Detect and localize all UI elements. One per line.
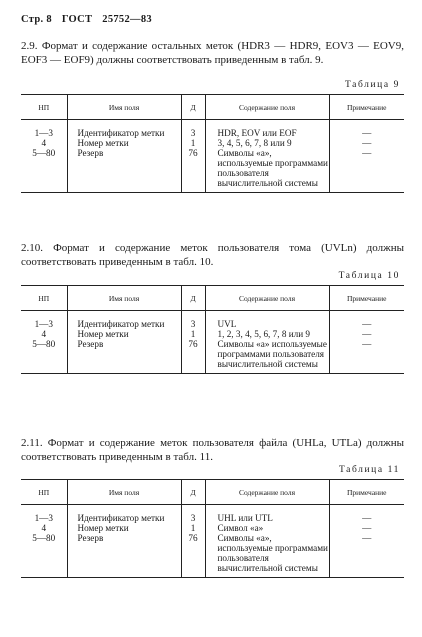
cell-np: 1—3 bbox=[34, 319, 53, 329]
table-10-caption: Таблица 10 bbox=[338, 271, 400, 281]
cell-name: Номер метки bbox=[67, 329, 181, 339]
cell-content: Символы «а», используемые программами пользователя вычислительной системы bbox=[205, 148, 329, 188]
col-note: Примечание bbox=[329, 480, 404, 505]
table-row bbox=[21, 513, 404, 523]
cell-note: — bbox=[329, 339, 404, 369]
table-header-row bbox=[21, 480, 404, 505]
table-row bbox=[21, 533, 404, 573]
cell-note: — bbox=[329, 523, 404, 533]
table-9-caption: Таблица 9 bbox=[344, 80, 400, 90]
table-header-row bbox=[21, 286, 404, 311]
col-content: Содержание поля bbox=[205, 480, 329, 505]
paragraph-2-9: 2.9. Формат и содержание остальных меток (HDR3 — HDR9, EOV3 — EOV9, EOF3 — EOF9) должны соответствовать приведенным в табл. 9. bbox=[21, 40, 404, 66]
cell-np: 1—3 bbox=[34, 128, 53, 138]
cell-d: 76 bbox=[181, 339, 205, 369]
cell-content: UHL или UTL bbox=[205, 513, 329, 523]
cell-content: UVL bbox=[205, 319, 329, 329]
cell-np: 4 bbox=[41, 329, 47, 339]
cell-name: Резерв bbox=[67, 339, 181, 369]
cell-name: Идентификатор метки bbox=[67, 513, 181, 523]
cell-name: Резерв bbox=[67, 148, 181, 188]
cell-note: — bbox=[329, 513, 404, 523]
cell-d: 76 bbox=[181, 148, 205, 188]
cell-content: HDR, EOV или EOF bbox=[205, 128, 329, 138]
cell-np: 4 bbox=[41, 138, 47, 148]
table-row bbox=[21, 138, 404, 148]
table-10 bbox=[21, 285, 404, 374]
col-note: Примечание bbox=[329, 286, 404, 311]
col-np: НП bbox=[21, 286, 67, 311]
col-d: Д bbox=[181, 480, 205, 505]
cell-note: — bbox=[329, 319, 404, 329]
table-header-row bbox=[21, 95, 404, 120]
cell-name: Номер метки bbox=[67, 138, 181, 148]
cell-d: 3 bbox=[181, 319, 205, 329]
cell-d: 1 bbox=[181, 138, 205, 148]
page-number: Стр. 8 bbox=[21, 14, 52, 25]
table-9 bbox=[21, 94, 404, 193]
cell-name: Идентификатор метки bbox=[67, 128, 181, 138]
col-content: Содержание поля bbox=[205, 95, 329, 120]
cell-name: Идентификатор метки bbox=[67, 319, 181, 329]
cell-content: 3, 4, 5, 6, 7, 8 или 9 bbox=[205, 138, 329, 148]
col-name: Имя поля bbox=[67, 95, 181, 120]
cell-d: 3 bbox=[181, 128, 205, 138]
col-np: НП bbox=[21, 95, 67, 120]
cell-name: Резерв bbox=[67, 533, 181, 573]
col-d: Д bbox=[181, 286, 205, 311]
cell-note: — bbox=[329, 533, 404, 573]
cell-content: Символ «а» bbox=[205, 523, 329, 533]
cell-np: 5—80 bbox=[32, 148, 56, 158]
table-row bbox=[21, 339, 404, 369]
cell-d: 1 bbox=[181, 329, 205, 339]
paragraph-2-11: 2.11. Формат и содержание меток пользователя файла (UHLa, UTLa) должны соответствовать приведенным в табл. 11. bbox=[21, 437, 404, 463]
col-note: Примечание bbox=[329, 95, 404, 120]
cell-note: — bbox=[329, 329, 404, 339]
cell-np: 5—80 bbox=[32, 533, 56, 543]
table-row bbox=[21, 148, 404, 188]
cell-content: 1, 2, 3, 4, 5, 6, 7, 8 или 9 bbox=[205, 329, 329, 339]
cell-d: 3 bbox=[181, 513, 205, 523]
cell-name: Номер метки bbox=[67, 523, 181, 533]
col-content: Содержание поля bbox=[205, 286, 329, 311]
cell-np: 1—3 bbox=[34, 513, 53, 523]
table-row bbox=[21, 319, 404, 329]
cell-d: 76 bbox=[181, 533, 205, 573]
cell-note: — bbox=[329, 128, 404, 138]
table-row bbox=[21, 329, 404, 339]
standard-number: 25752—83 bbox=[102, 14, 152, 25]
col-name: Имя поля bbox=[67, 286, 181, 311]
cell-d: 1 bbox=[181, 523, 205, 533]
cell-note: — bbox=[329, 148, 404, 188]
cell-np: 4 bbox=[41, 523, 47, 533]
table-row bbox=[21, 128, 404, 138]
cell-np: 5—80 bbox=[32, 339, 56, 349]
col-name: Имя поля bbox=[67, 480, 181, 505]
cell-content: Символы «а» используемые программами пользователя вычислительной системы bbox=[205, 339, 329, 369]
cell-content: Символы «а», используемые программами пользователя вычислительной системы bbox=[205, 533, 329, 573]
col-d: Д bbox=[181, 95, 205, 120]
col-np: НП bbox=[21, 480, 67, 505]
standard-label: ГОСТ bbox=[61, 14, 93, 25]
cell-note: — bbox=[329, 138, 404, 148]
table-11 bbox=[21, 479, 404, 578]
page-header bbox=[21, 14, 159, 25]
table-11-caption: Таблица 11 bbox=[338, 465, 400, 475]
table-row bbox=[21, 523, 404, 533]
paragraph-2-10: 2.10. Формат и содержание меток пользователя тома (UVLn) должны соответствовать приведенным в табл. 10. bbox=[21, 242, 404, 268]
